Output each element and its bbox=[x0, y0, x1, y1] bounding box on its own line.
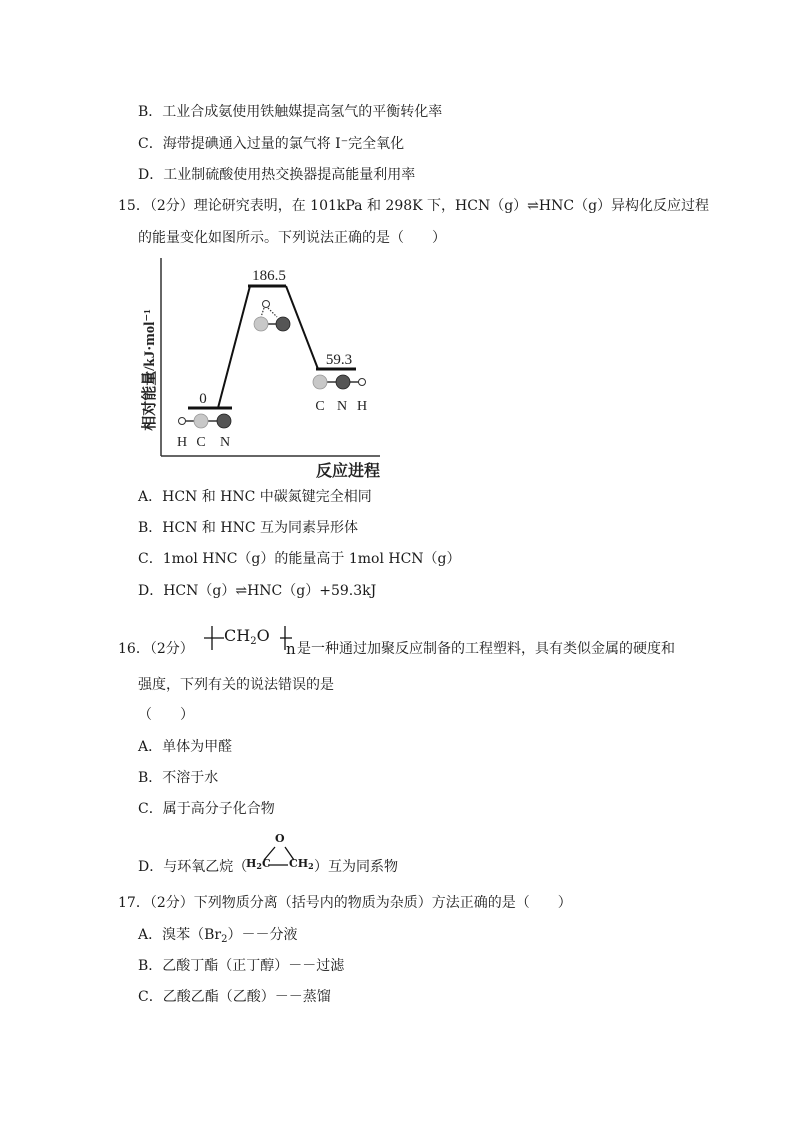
q16-option-c: C．属于高分子化合物 bbox=[138, 801, 275, 817]
q16-number: 16．（2分） bbox=[118, 641, 194, 657]
polymer-o: O bbox=[256, 626, 270, 645]
path-rise bbox=[218, 286, 250, 408]
q17-option-a bbox=[138, 926, 297, 949]
q15-option-c: C．1mol HNC（g）的能量高于 1mol HCN（g） bbox=[138, 551, 461, 567]
q14-option-c: C．海带提碘通入过量的氯气将 I⁻完全氧化 bbox=[138, 136, 405, 152]
epoxide-right-ch: CH bbox=[289, 857, 309, 870]
hcn-atom-h: H bbox=[176, 435, 188, 450]
q17-option-c: C．乙酸乙酯（乙酸）－－蒸馏 bbox=[138, 989, 331, 1005]
q15-option-a: A．HCN 和 HNC 中碳氮键完全相同 bbox=[138, 489, 372, 505]
q14-option-d: D．工业制硫酸使用热交换器提高能量利用率 bbox=[138, 167, 416, 183]
hcn-atom-n: N bbox=[219, 435, 231, 450]
q16-stem-line2: 强度，下列有关的说法错误的是 bbox=[138, 677, 334, 693]
hnc-atom-h: H bbox=[356, 399, 368, 414]
polymer-sub: 2 bbox=[250, 636, 257, 647]
q16-paren: （ ） bbox=[138, 707, 194, 723]
level-ts-label: 186.5 bbox=[252, 268, 286, 284]
epoxide-left-sub: 2 bbox=[256, 861, 262, 871]
hnc-molecule bbox=[313, 375, 366, 389]
hcn-molecule bbox=[179, 414, 232, 428]
q17-option-a-pre: A．溴苯（Br bbox=[138, 927, 222, 943]
epoxide-right-sub: 2 bbox=[308, 861, 314, 871]
q17-option-a-sub: 2 bbox=[221, 934, 228, 945]
x-axis-label: 反应进程 bbox=[315, 463, 381, 480]
level-product-label: 59.3 bbox=[325, 352, 353, 368]
q17-option-b: B．乙酸丁酯（正丁醇）－－过滤 bbox=[138, 958, 345, 974]
polymer-formula bbox=[204, 622, 296, 662]
polymer-ch: CH bbox=[224, 626, 251, 645]
q16-option-b: B．不溶于水 bbox=[138, 770, 219, 786]
q16-option-d-suffix: ）互为同系物 bbox=[314, 859, 398, 875]
epoxide-structure bbox=[246, 832, 314, 874]
q15-stem-line1: 15．（2分）理论研究表明，在 101kPa 和 298K 下，HCN（g）⇌HNC（g）异构化反应过程 bbox=[118, 198, 710, 214]
q16-option-d-prefix: D．与环氧乙烷（ bbox=[138, 859, 248, 875]
epoxide-o: O bbox=[275, 832, 285, 845]
energy-diagram bbox=[130, 250, 400, 482]
transition-state-molecule bbox=[254, 301, 290, 332]
path-fall bbox=[286, 286, 318, 369]
q17-stem: 17．（2分）下列物质分离（括号内的物质为杂质）方法正确的是（ ） bbox=[118, 895, 572, 911]
q14-option-b: B．工业合成氨使用铁触媒提高氢气的平衡转化率 bbox=[138, 104, 443, 120]
y-axis-label: 相对能量/kJ·mol⁻¹ bbox=[142, 309, 158, 431]
q16-stem-line1: 是一种通过加聚反应制备的工程塑料，具有类似金属的硬度和 bbox=[297, 641, 675, 657]
q15-stem-line2: 的能量变化如图所示。下列说法正确的是（ ） bbox=[138, 230, 446, 246]
q15-option-d: D．HCN（g）⇌HNC（g）+59.3kJ bbox=[138, 583, 377, 599]
hnc-atom-n: N bbox=[336, 399, 348, 414]
q17-option-a-post: ）－－分液 bbox=[227, 927, 298, 943]
q15-option-b: B．HCN 和 HNC 互为同素异形体 bbox=[138, 520, 358, 536]
epoxide-left-h: H bbox=[246, 857, 257, 870]
hcn-atom-c: C bbox=[196, 435, 206, 450]
epoxide-left-c: C bbox=[261, 857, 271, 870]
q16-option-a: A．单体为甲醛 bbox=[138, 739, 233, 755]
level-0-label: 0 bbox=[199, 391, 207, 407]
polymer-n: n bbox=[286, 640, 296, 658]
hnc-atom-c: C bbox=[315, 399, 325, 414]
